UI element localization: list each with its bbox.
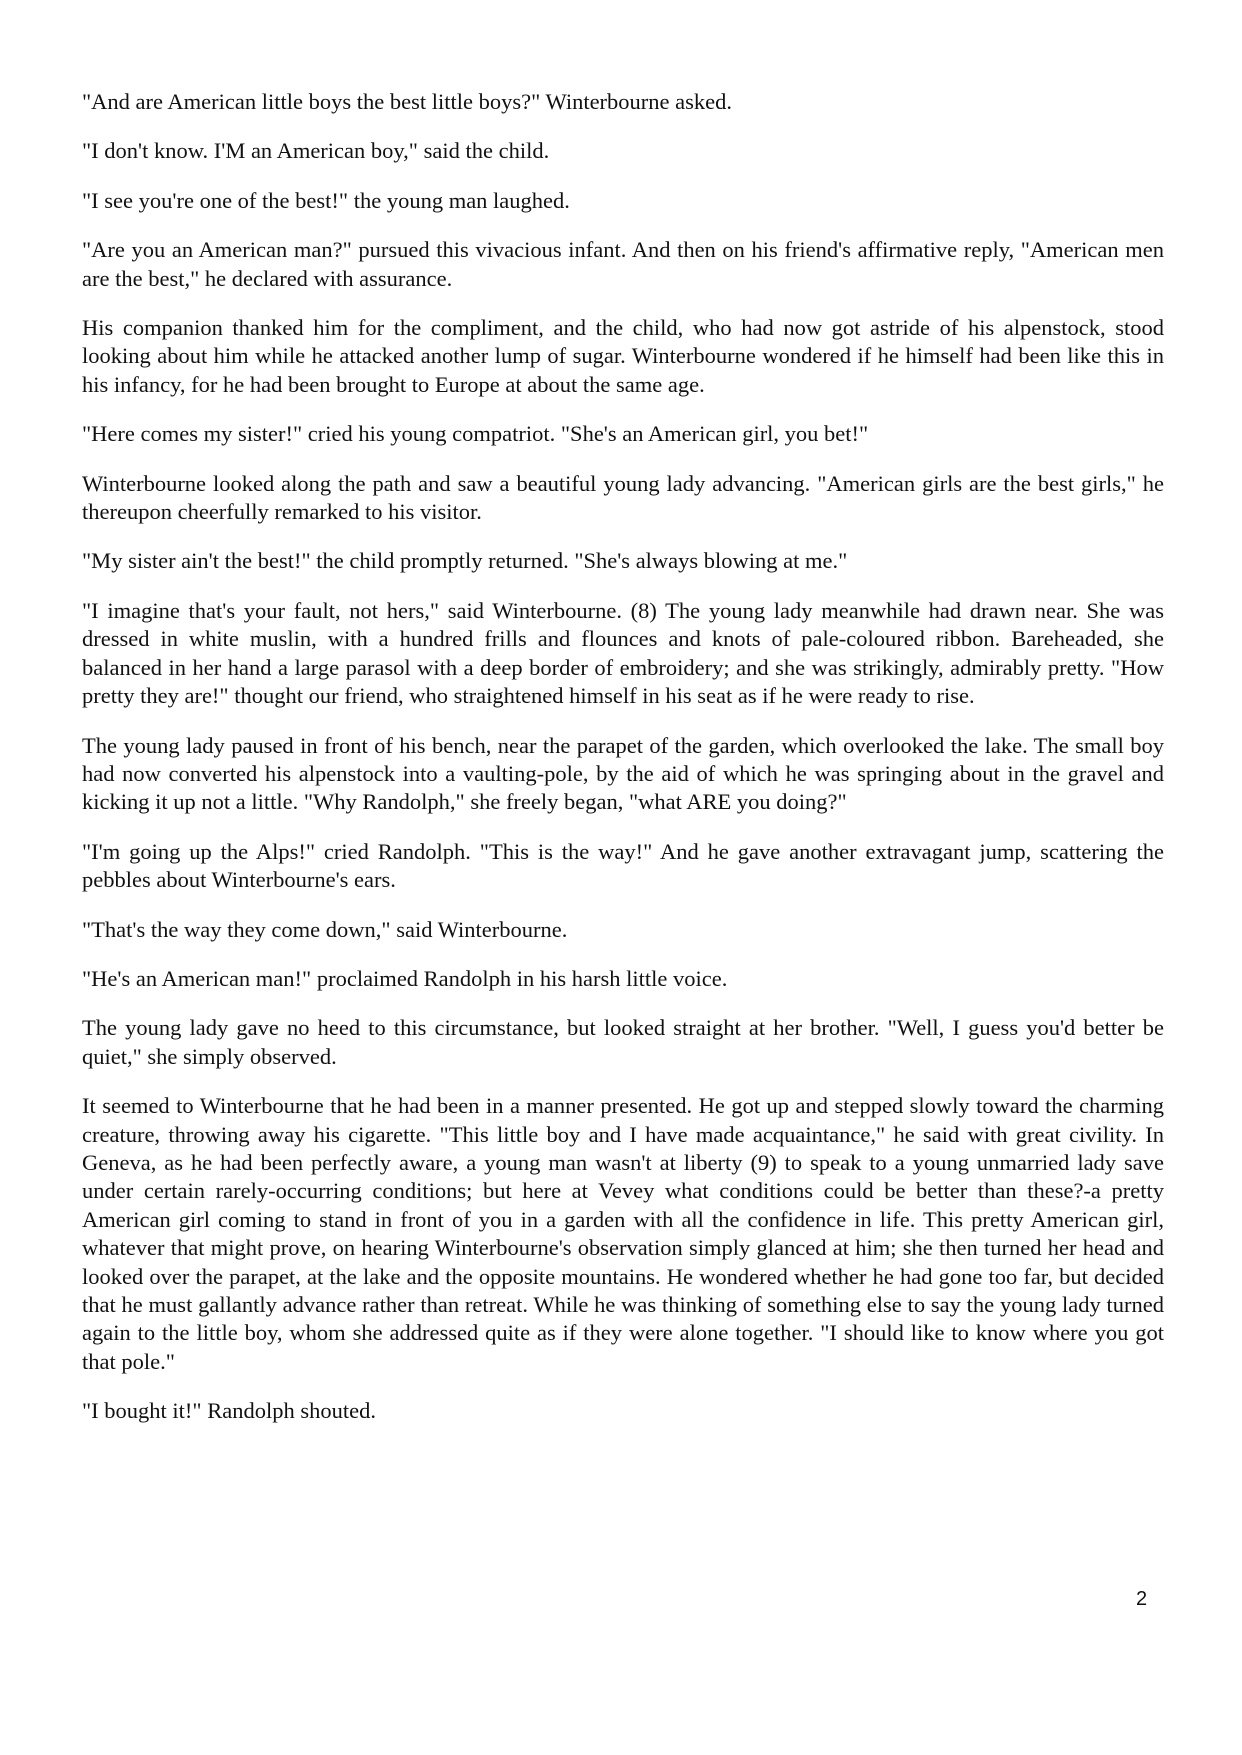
paragraph: "That's the way they come down," said Winterbourne.	[82, 916, 568, 942]
paragraph: "I'm going up the Alps!" cried Randolph. "This is the way!" And he gave another extravagant jump, scattering the pebbles about Winterbourne's ears.	[82, 838, 1164, 893]
page-number: 2	[1136, 1588, 1148, 1610]
paragraph: The young lady paused in front of his bench, near the parapet of the garden, which overlooked the lake. The small boy had now converted his alpenstock into a vaulting-pole, by the aid of which he was springing about in the gravel and kicking it up not a little. "Why Randolph," she freely began, "what ARE you doing?"	[82, 732, 1164, 815]
paragraph: "Here comes my sister!" cried his young compatriot. "She's an American girl, you bet!"	[82, 421, 869, 447]
paragraph: "I see you're one of the best!" the young man laughed.	[82, 187, 570, 213]
paragraph: The young lady gave no heed to this circumstance, but looked straight at her brother. "Well, I guess you'd better be quiet," she simply observed.	[82, 1015, 1164, 1069]
paragraph: "And are American little boys the best little boys?" Winterbourne asked.	[82, 89, 733, 114]
paragraph: "He's an American man!" proclaimed Randolph in his harsh little voice.	[82, 965, 728, 991]
paragraph: It seemed to Winterbourne that he had been in a manner presented. He got up and stepped slowly toward the charming creature, throwing away his cigarette. "This little boy and I have made acquaintance," he said with great civility. In Geneva, as he had been perfectly aware, a young man wasn't at liberty (9) to speak to a young unmarried lady save under certain rarely-occurring conditions; but here at Vevey what conditions could be better than these?-a pretty American girl coming to stand in front of you in a garden with all the confidence in life. This pretty American girl, whatever that might prove, on hearing Winterbourne's observation simply glanced at him; she then turned her head and looked over the parapet, at the lake and the opposite mountains. He wondered whether he had gone too far, but decided that he must gallantly advance rather than retreat. While he was thinking of something else to say the young lady turned again to the little boy, whom she addressed quite as if they were alone together. "I should like to know where you got that pole."	[82, 1093, 1164, 1374]
text-body	[82, 88, 1164, 1447]
paragraph: "I imagine that's your fault, not hers," said Winterbourne. (8) The young lady meanwhile had drawn near. She was dressed in white muslin, with a hundred frills and flounces and knots of pale-coloured ribbon. Bareheaded, she balanced in her hand a large parasol with a deep border of embroidery; and she was strikingly, admirably pretty. "How pretty they are!" thought our friend, who straightened himself in his seat as if he were ready to rise.	[82, 597, 1164, 709]
paragraph: Winterbourne looked along the path and saw a beautiful young lady advancing. "American girls are the best girls," he thereupon cheerfully remarked to his visitor.	[82, 470, 1164, 525]
paragraph: "I bought it!" Randolph shouted.	[82, 1398, 376, 1424]
paragraph: His companion thanked him for the compliment, and the child, who had now got astride of his alpenstock, stood looking about him while he attacked another lump of sugar. Winterbourne wondered if he himself had been like this in his infancy, for he had been brought to Europe at about the same age.	[82, 315, 1164, 397]
paragraph: "My sister ain't the best!" the child promptly returned. "She's always blowing at me."	[82, 548, 848, 574]
paragraph: "I don't know. I'M an American boy," said the child.	[82, 138, 550, 164]
paragraph: "Are you an American man?" pursued this vivacious infant. And then on his friend's affirmative reply, "American men are the best," he declared with assurance.	[82, 237, 1164, 291]
